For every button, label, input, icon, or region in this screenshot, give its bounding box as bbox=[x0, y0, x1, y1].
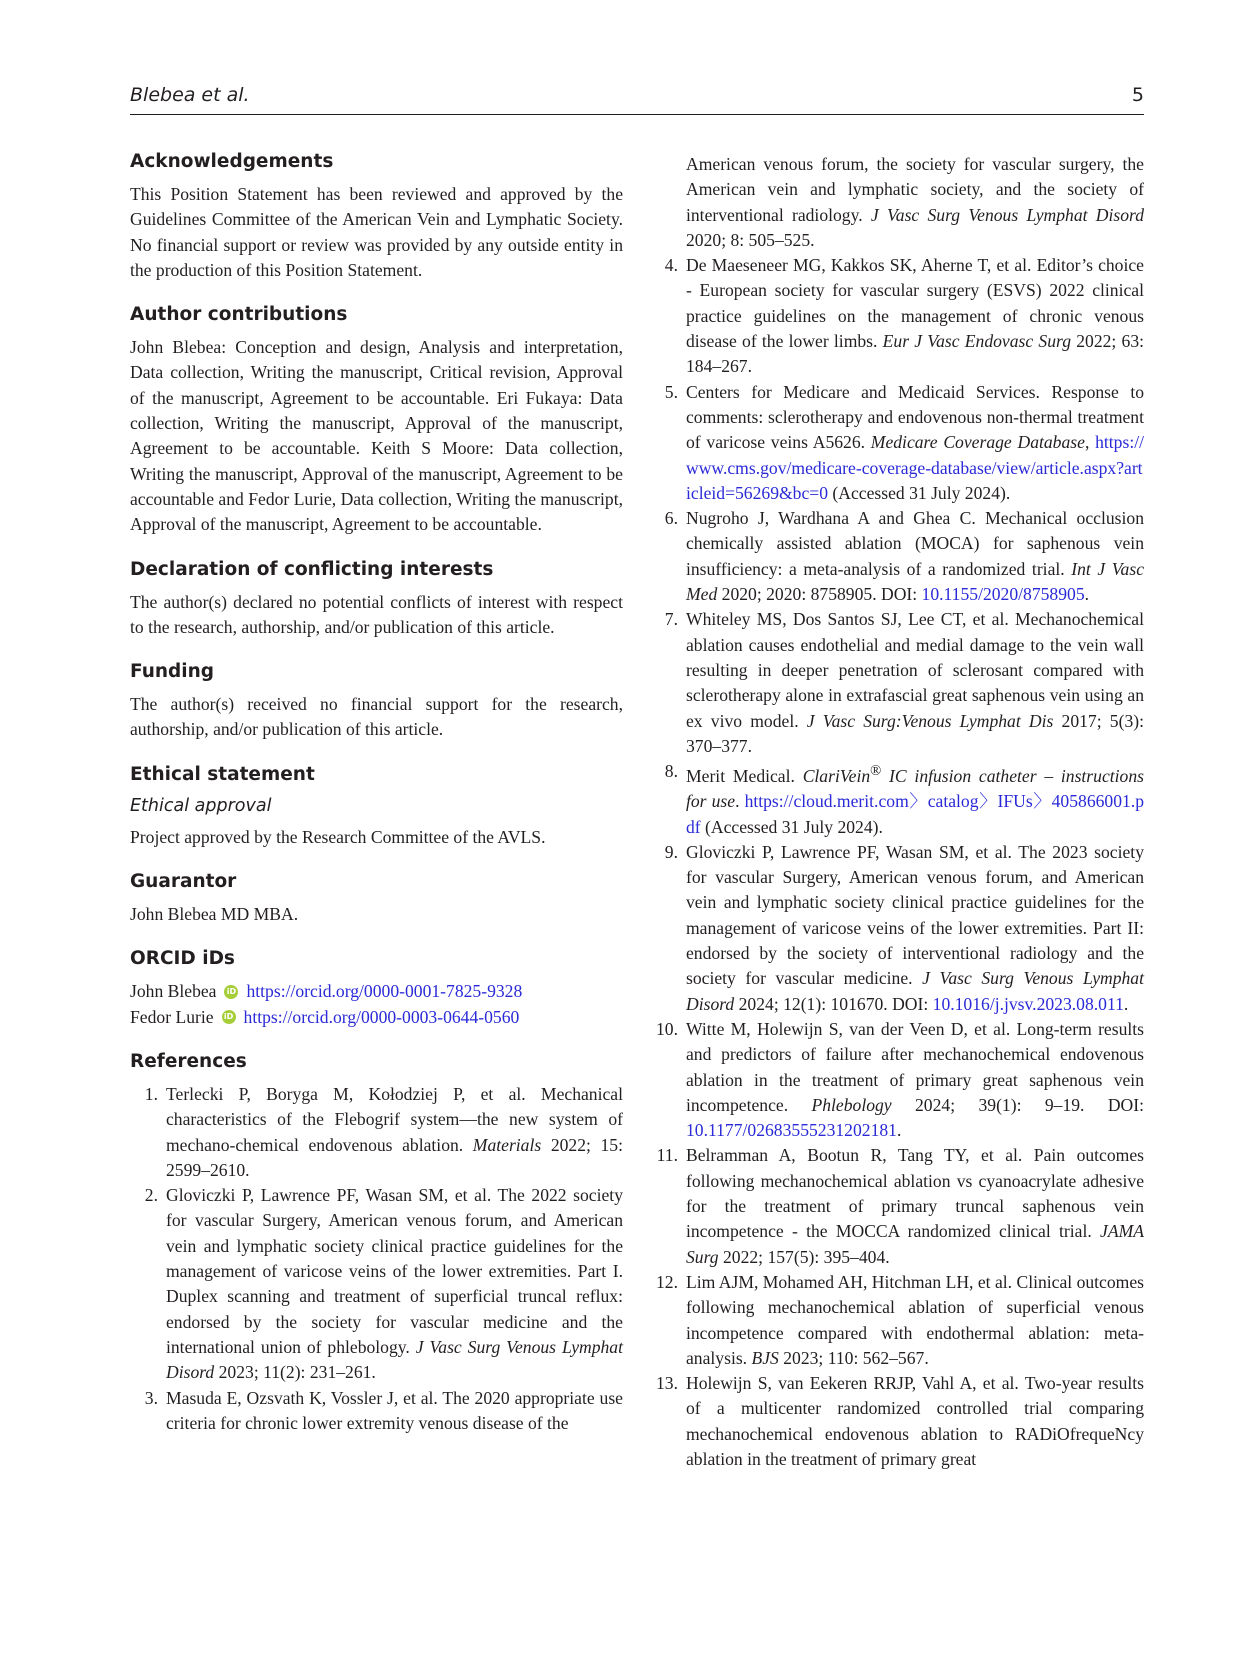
reference-item bbox=[130, 1386, 623, 1437]
reference-journal: J Vasc Surg Venous Lymphat Disord bbox=[166, 1336, 623, 1383]
reference-journal: J Vasc Surg Venous Lymphat Disord bbox=[870, 204, 1144, 225]
reference-number: 12. bbox=[656, 1271, 678, 1292]
ethical-section bbox=[130, 763, 623, 850]
contributions-heading: Author contributions bbox=[130, 304, 348, 326]
reference-journal: Int J Vasc Med bbox=[686, 558, 1145, 605]
reference-item bbox=[650, 1143, 1144, 1269]
reference-item bbox=[650, 253, 1144, 379]
reference-title: IC infusion catheter – instructions for use bbox=[686, 765, 1144, 812]
conflicts-heading: Declaration of conflicting interests bbox=[130, 558, 494, 580]
reference-link[interactable]: https://cloud.merit.com〉catalog〉IFUs〉405866001.pdf bbox=[686, 791, 1145, 837]
reference-number: 11. bbox=[656, 1145, 678, 1166]
reference-item bbox=[650, 607, 1144, 759]
reference-text: Witte M, Holewijn S, van der Veen D, et al. Long-term results and predictors of failure after mechanochemical endovenous ablation in the treatment of primary great saphenous vein incompetence. bbox=[686, 1018, 1144, 1115]
reference-text: Merit Medical. bbox=[686, 765, 803, 786]
reference-text: Lim AJM, Mohamed AH, Hitchman LH, et al. Clinical outcomes following mechanochemical ablation of superficial venous incompetence compared with endothermal ablation: meta-analysis. bbox=[686, 1271, 1144, 1368]
registered-mark: ® bbox=[870, 763, 882, 780]
reference-text: Belramman A, Bootun R, Tang TY, et al. Pain outcomes following mechanochemical ablation vs cyanoacrylate adhesive for the treatment of primary truncal saphenous vein incompetence - the MOCCA randomized clinical trial. bbox=[686, 1145, 1144, 1242]
contributions-section bbox=[130, 303, 623, 537]
reference-journal: Eur J Vasc Endovasc Surg bbox=[882, 331, 1071, 352]
orcid-heading: ORCID iDs bbox=[130, 948, 235, 970]
reference-text: 2022; 15: 2599–2610. bbox=[166, 1134, 623, 1180]
left-column bbox=[130, 150, 623, 1446]
reference-doi-link[interactable]: 10.1177/02683555231202181 bbox=[686, 1120, 897, 1141]
reference-text: Nugroho J, Wardhana A and Ghea C. Mechanical occlusion chemically assisted ablation (MOCA) for saphenous vein insufficiency: a meta-analysis of a randomized trial. bbox=[686, 508, 1144, 579]
acknowledgements-section bbox=[130, 150, 623, 283]
reference-text: American venous forum, the society for vascular surgery, the American vein and lymphatic society, and the society of interventional radiology. bbox=[686, 154, 1144, 225]
reference-text: (Accessed 31 July 2024). bbox=[828, 482, 1011, 503]
reference-number: 1. bbox=[144, 1083, 158, 1104]
orcid-author-name: John Blebea bbox=[130, 981, 217, 1002]
reference-journal: BJS bbox=[751, 1347, 779, 1368]
guarantor-heading: Guarantor bbox=[130, 871, 237, 893]
reference-journal: J Vasc Surg:Venous Lymphat Dis bbox=[806, 710, 1054, 731]
reference-text: 2024; 39(1): 9–19. DOI: bbox=[891, 1094, 1144, 1115]
right-column bbox=[650, 152, 1144, 1472]
conflicts-section bbox=[130, 558, 623, 641]
ethical-heading: Ethical statement bbox=[130, 763, 315, 785]
acknowledgements-heading: Acknowledgements bbox=[130, 151, 334, 172]
reference-text: 2017; 5(3): 370–377. bbox=[686, 710, 1144, 756]
reference-text: Whiteley MS, Dos Santos SJ, Lee CT, et al. Mechanochemical ablation causes endothelial and medial damage to the vein wall resulting in deeper penetration of sclerosant compared with sclerotherapy alone in extrafascial great saphenous vein using an ex vivo model. bbox=[686, 609, 1144, 731]
reference-link[interactable]: https://www.cms.gov/medicare-coverage-database/view/article.aspx?articleid=56269&bc=0 bbox=[686, 432, 1144, 503]
reference-item bbox=[650, 1017, 1144, 1143]
reference-number: 3. bbox=[144, 1387, 158, 1408]
reference-text: 2022; 157(5): 395–404. bbox=[718, 1246, 890, 1267]
orcid-icon: iD bbox=[222, 1010, 236, 1024]
reference-number: 8. bbox=[664, 761, 678, 782]
reference-text: 2023; 110: 562–567. bbox=[778, 1347, 929, 1368]
reference-continuation bbox=[650, 152, 1144, 253]
orcid-entry bbox=[130, 1005, 623, 1030]
reference-text: 2023; 11(2): 231–261. bbox=[214, 1362, 376, 1383]
reference-number: 2. bbox=[144, 1185, 158, 1206]
reference-item bbox=[650, 1270, 1144, 1371]
conflicts-text: The author(s) declared no potential conflicts of interest with respect to the research, authorship, and/or publication of this article. bbox=[130, 591, 623, 637]
reference-item bbox=[650, 380, 1144, 506]
running-head bbox=[130, 84, 1144, 115]
orcid-icon: iD bbox=[224, 985, 238, 999]
reference-text: Holewijn S, van Eekeren RRJP, Vahl A, et al. Two-year results of a multicenter randomized controlled trial comparing mechanochemical endovenous ablation to RADiOfrequeNcy ablation in the treatment of primary great bbox=[686, 1373, 1144, 1469]
orcid-author-name: Fedor Lurie bbox=[130, 1006, 214, 1027]
reference-number: 7. bbox=[664, 609, 678, 630]
guarantor-text: John Blebea MD MBA. bbox=[130, 904, 299, 925]
reference-journal: Medicare Coverage Database bbox=[870, 432, 1085, 453]
reference-text: Gloviczki P, Lawrence PF, Wasan SM, et al. The 2023 society for vascular Surgery, American venous forum, and American vein and lymphatic society clinical practice guidelines for the management of varicose veins of the lower extremities. Part II: endorsed by the society of interventional radiology and the society for vascular medicine. bbox=[686, 841, 1144, 989]
acknowledgements-text: This Position Statement has been reviewed and approved by the Guidelines Committee of the American Vein and Lymphatic Society. No financial support or review was provided by any outside entity in the production of this Position Statement. bbox=[130, 184, 623, 280]
reference-text: De Maeseneer MG, Kakkos SK, Aherne T, et al. Editor’s choice - European society for vascular surgery (ESVS) 2022 clinical practice guidelines on the management of chronic venous disease of the lower limbs. bbox=[686, 255, 1144, 352]
reference-journal: Phlebology bbox=[811, 1094, 892, 1115]
reference-number: 6. bbox=[664, 508, 678, 529]
reference-item bbox=[650, 506, 1144, 607]
contributions-text: John Blebea: Conception and design, Analysis and interpretation, Data collection, Writing the manuscript, Critical revision, Approval of the manuscript, Agreement to be accountable. Eri Fukaya: Data collection, Writing the manuscript, Approval of the manuscript, Agreement to be accountable. Keith S Moore: Data collection, Writing the manuscript, Approval of the manuscript, Agreement to be accountable and Fedor Lurie, Data collection, Writing the manuscript, Approval of the manuscript, Agreement to be accountable. bbox=[130, 337, 623, 535]
reference-number: 4. bbox=[664, 255, 678, 276]
reference-doi-link[interactable]: 10.1016/j.jvsv.2023.08.011 bbox=[932, 993, 1124, 1014]
reference-text: . bbox=[735, 791, 745, 812]
reference-text: 2020; 2020: 8758905. DOI: bbox=[717, 584, 922, 605]
reference-text: . bbox=[896, 1120, 902, 1141]
reference-text: 2020; 8: 505–525. bbox=[686, 229, 815, 250]
ethical-text: Project approved by the Research Committee of the AVLS. bbox=[130, 826, 546, 847]
reference-item bbox=[130, 1082, 623, 1183]
reference-item bbox=[130, 1183, 623, 1385]
orcid-entry bbox=[130, 979, 623, 1004]
orcid-link[interactable]: https://orcid.org/0000-0001-7825-9328 bbox=[246, 981, 523, 1002]
orcid-link[interactable]: https://orcid.org/0000-0003-0644-0560 bbox=[243, 1006, 520, 1027]
reference-number: 10. bbox=[656, 1018, 678, 1039]
funding-section bbox=[130, 660, 623, 743]
ethical-subheading: Ethical approval bbox=[130, 795, 272, 816]
funding-heading: Funding bbox=[130, 661, 215, 683]
reference-journal: J Vasc Surg Venous Lymphat Disord bbox=[686, 968, 1144, 1014]
reference-text: Centers for Medicare and Medicaid Services. Response to comments: sclerotherapy and endovenous non-thermal treatment of varicose veins A5626. bbox=[686, 381, 1144, 453]
reference-text: , bbox=[1084, 432, 1096, 453]
reference-item bbox=[650, 840, 1144, 1017]
reference-text: Terlecki P, Boryga M, Kołodziej P, et al. Mechanical characteristics of the Flebogrif system—the new system of mechano-chemical endovenous ablation. bbox=[166, 1083, 623, 1155]
reference-text: Gloviczki P, Lawrence PF, Wasan SM, et al. The 2022 society for vascular Surgery, American venous forum, and American vein and lymphatic society clinical practice guidelines for the management of varicose veins of the lower extremities. Part I. Duplex scanning and treatment of superficial truncal reflux: endorsed by the society for vascular medicine and the international union of phlebology. bbox=[166, 1185, 623, 1357]
references-section bbox=[130, 1050, 623, 1436]
reference-text: Masuda E, Ozsvath K, Vossler J, et al. The 2020 appropriate use criteria for chronic lower extremity venous disease of the bbox=[166, 1387, 623, 1433]
running-head-authors: Blebea et al. bbox=[130, 84, 250, 106]
funding-text: The author(s) received no financial support for the research, authorship, and/or publication of this article. bbox=[130, 694, 623, 740]
reference-number: 9. bbox=[664, 841, 678, 862]
references-heading: References bbox=[130, 1050, 247, 1072]
reference-item bbox=[650, 759, 1144, 840]
reference-text: . bbox=[1123, 993, 1129, 1014]
orcid-section bbox=[130, 947, 623, 1030]
reference-journal: Materials bbox=[472, 1134, 542, 1155]
reference-title: ClariVein bbox=[802, 765, 871, 786]
reference-text: (Accessed 31 July 2024). bbox=[700, 816, 883, 837]
reference-number: 13. bbox=[656, 1373, 678, 1394]
reference-text: . bbox=[1084, 584, 1090, 605]
reference-item bbox=[650, 1371, 1144, 1472]
guarantor-section bbox=[130, 870, 623, 927]
page-number: 5 bbox=[1131, 84, 1144, 106]
reference-doi-link[interactable]: 10.1155/2020/8758905 bbox=[921, 584, 1085, 605]
reference-text: 2024; 12(1): 101670. DOI: bbox=[734, 993, 933, 1014]
reference-text: 2022; 63: 184–267. bbox=[686, 331, 1145, 377]
reference-number: 5. bbox=[664, 381, 678, 402]
reference-journal: JAMA Surg bbox=[686, 1221, 1144, 1267]
